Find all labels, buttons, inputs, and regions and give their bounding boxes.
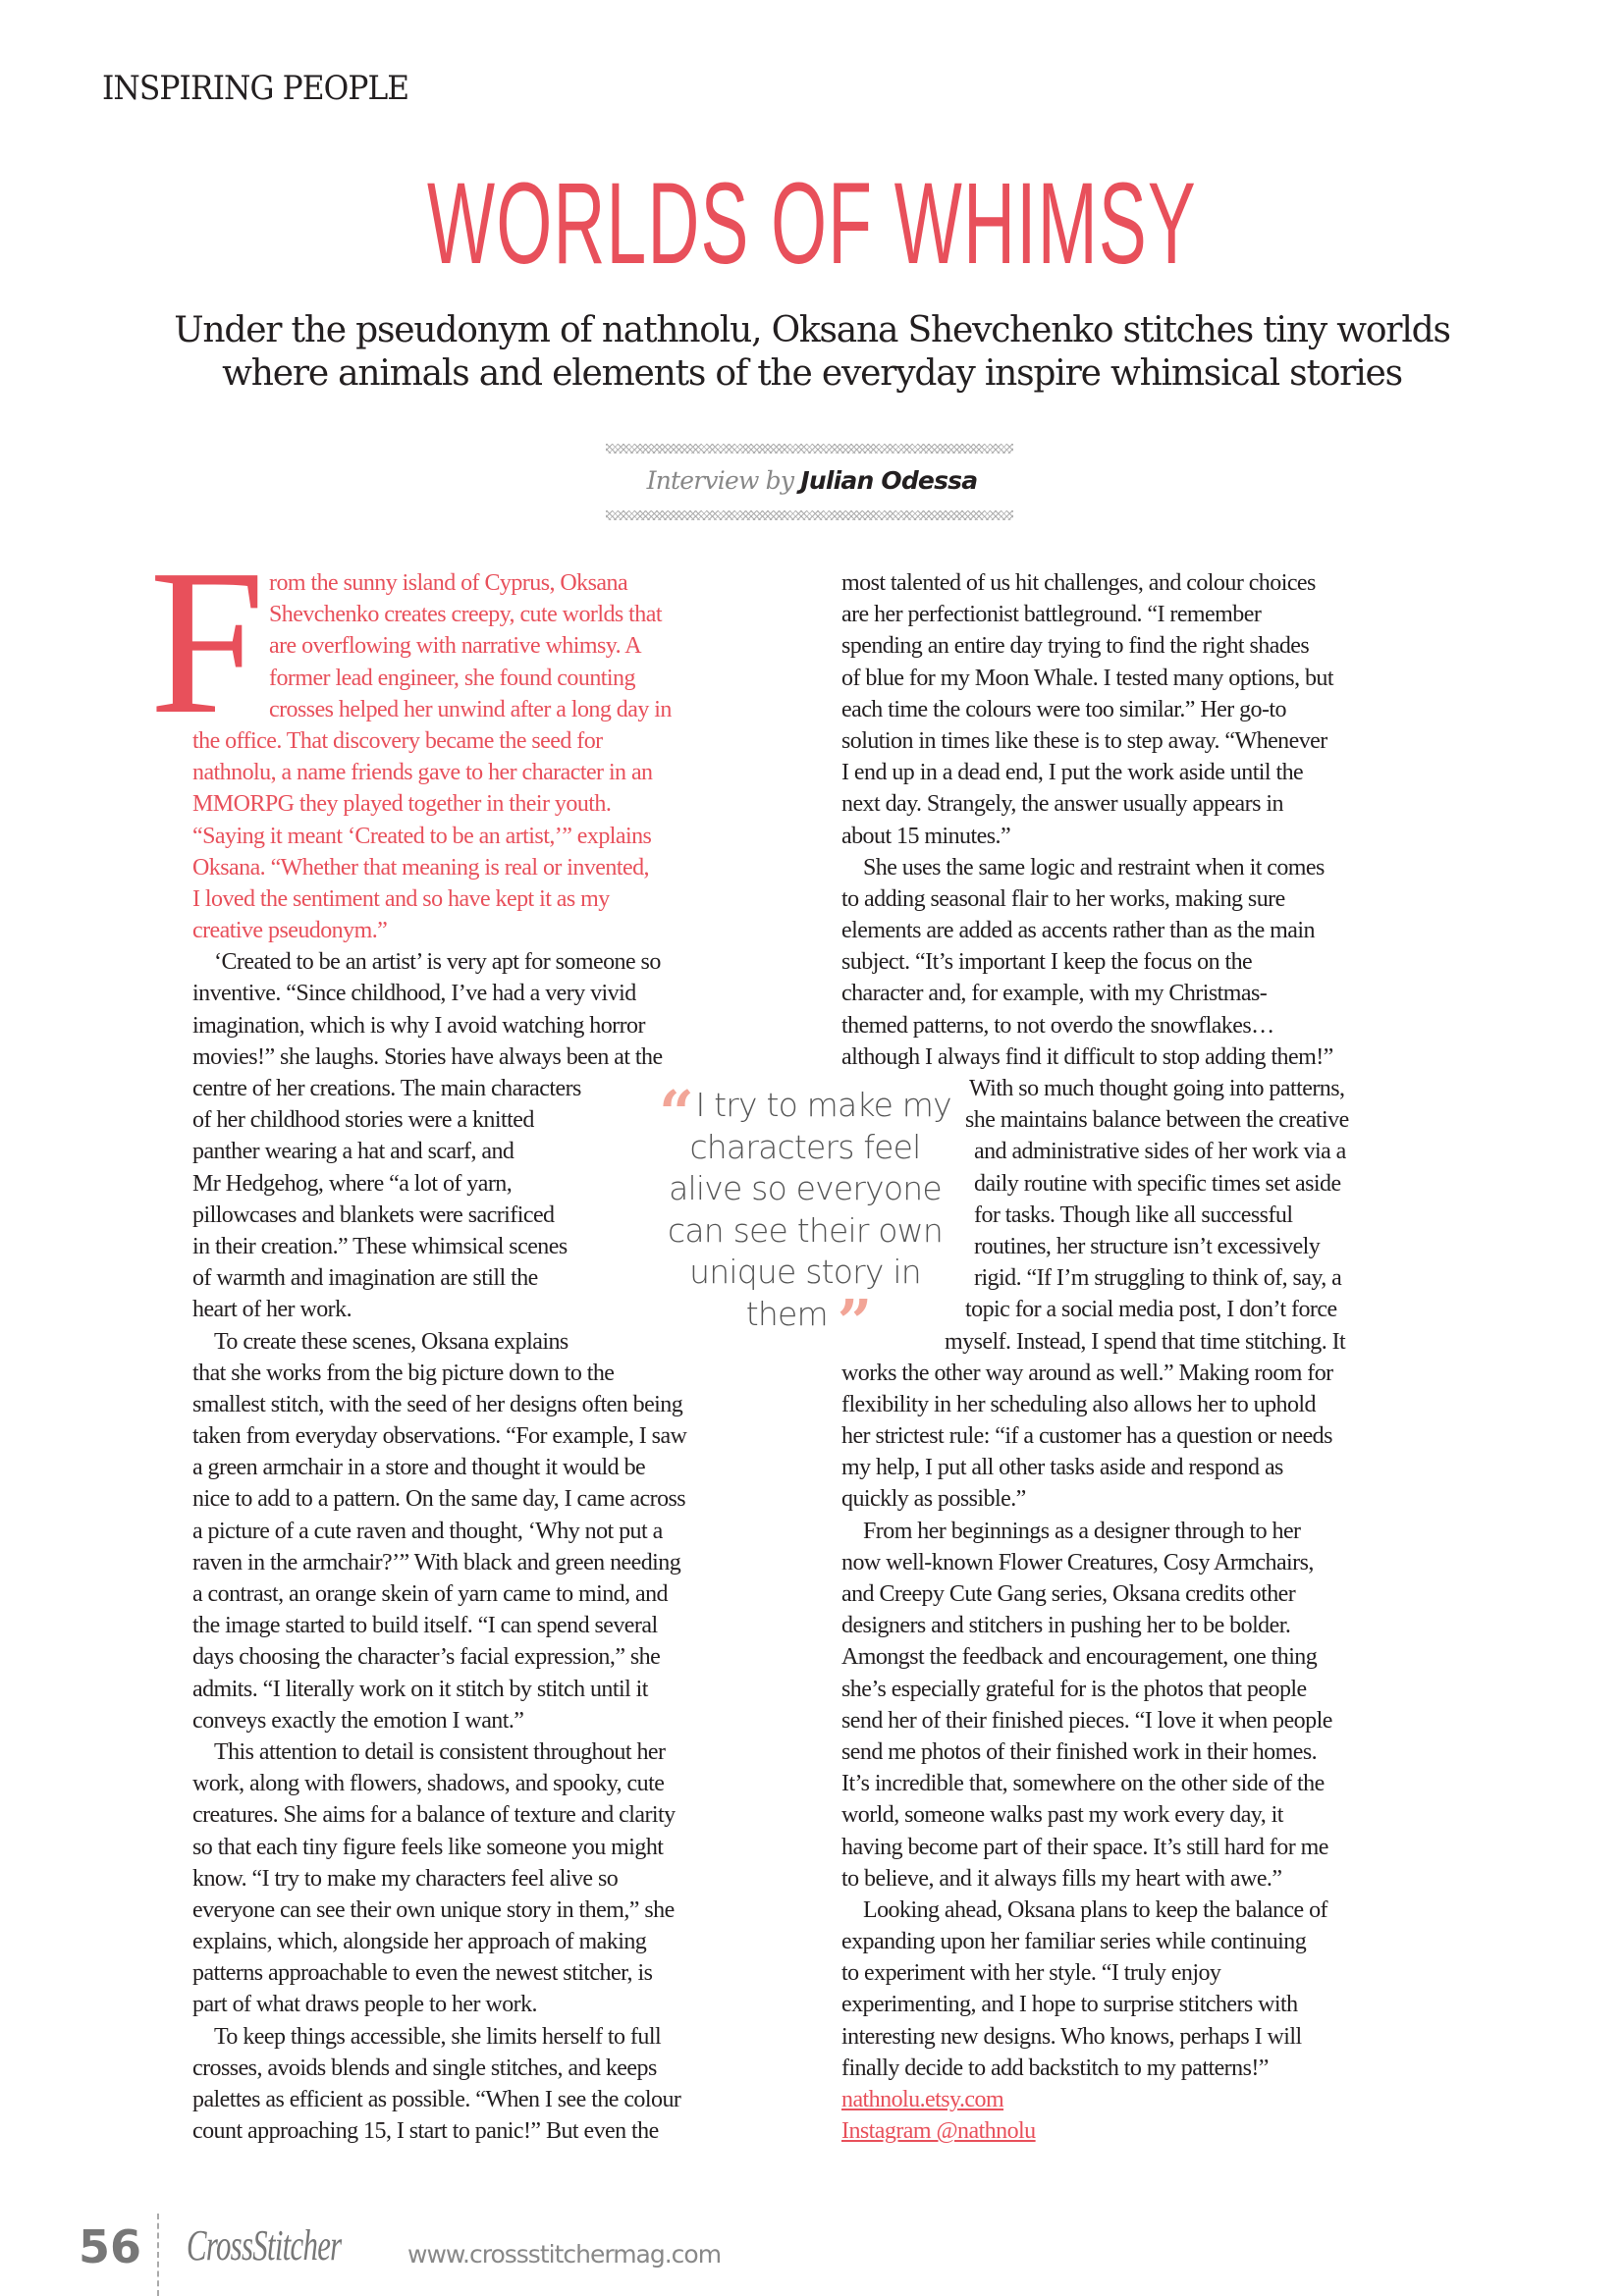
pull-quote-text: I try to make my characters feel alive so everyone can see their own unique story in them <box>668 1086 951 1333</box>
article-line: are her perfectionist battleground. “I remember <box>841 602 1262 628</box>
article-line: pillowcases and blankets were sacrificed <box>192 1201 555 1228</box>
article-title: WORLDS OF WHIMSY <box>427 159 1197 289</box>
article-line: a contrast, an orange skein of yarn came to mind, and <box>192 1581 669 1607</box>
article-line: It’s incredible that, somewhere on the other side of the <box>841 1771 1325 1797</box>
article-line: finally decide to add backstitch to my patterns!” <box>841 2055 1269 2081</box>
close-quote-icon: ” <box>837 1285 865 1358</box>
article-line: conveys exactly the emotion I want.” <box>192 1707 524 1734</box>
article-line: themed patterns, to not overdo the snowflakes… <box>841 1012 1274 1039</box>
stitch-divider-bottom <box>606 510 1013 520</box>
article-line: to believe, and it always fills my heart with awe.” <box>841 1865 1282 1892</box>
standfirst-line: Under the pseudonym of nathnolu, Oksana Shevchenko stitches tiny worlds <box>174 310 1450 350</box>
article-line: Mr Hedgehog, where “a lot of yarn, <box>192 1170 513 1197</box>
article-standfirst <box>0 309 1624 396</box>
article-line: creatures. She aims for a balance of texture and clarity <box>192 1802 676 1829</box>
open-quote-icon: “ <box>659 1077 686 1148</box>
article-line: that she works from the big picture down to the <box>192 1360 615 1386</box>
article-line: flexibility in her scheduling also allows her to uphold <box>841 1391 1316 1417</box>
article-column-right <box>841 567 1450 2147</box>
article-line: patterns approachable to even the newest stitcher, is <box>192 1960 653 1987</box>
article-line: explains, which, alongside her approach of making <box>192 1929 647 1955</box>
article-line: everyone can see their own unique story in them,” she <box>192 1896 675 1923</box>
article-line: to experiment with her style. “I truly enjoy <box>841 1960 1221 1987</box>
article-line: imagination, which is why I avoid watching horror <box>192 1012 645 1039</box>
article-line: send her of their finished pieces. “I love it when people <box>841 1707 1332 1734</box>
article-line: nice to add to a pattern. On the same day, I came across <box>192 1486 686 1513</box>
article-line: now well-known Flower Creatures, Cosy Armchairs, <box>841 1549 1314 1575</box>
article-line: daily routine with specific times set aside <box>974 1170 1341 1197</box>
article-line: and administrative sides of her work via a <box>974 1139 1346 1165</box>
article-line: interesting new designs. Who knows, perhaps I will <box>841 2023 1302 2050</box>
article-line: works the other way around as well.” Making room for <box>841 1360 1333 1386</box>
article-line: for tasks. Though like all successful <box>974 1201 1293 1228</box>
magazine-logo: CrossStitcher <box>187 2221 342 2269</box>
drop-cap: F <box>149 526 265 757</box>
article-line: panther wearing a hat and scarf, and <box>192 1139 514 1165</box>
article-line: movies!” she laughs. Stories have always been at the <box>192 1043 663 1070</box>
article-line: send me photos of their finished work in their homes. <box>841 1738 1318 1765</box>
article-line: routines, her structure isn’t excessively <box>974 1233 1321 1259</box>
article-line: centre of her creations. The main characters <box>192 1076 581 1101</box>
article-line: her strictest rule: “if a customer has a question or needs <box>841 1423 1332 1450</box>
article-line: to adding seasonal flair to her works, making sure <box>841 885 1285 912</box>
article-line: crosses, avoids blends and single stitches, and keeps <box>192 2055 657 2081</box>
link-line <box>841 2115 1450 2147</box>
article-line: experimenting, and I hope to surprise stitchers with <box>841 1992 1298 2018</box>
article-line: most talented of us hit challenges, and colour choices <box>841 570 1316 596</box>
article-line: days choosing the character’s facial expression,” she <box>192 1644 661 1671</box>
article-line: rom the sunny island of Cyprus, Oksana <box>269 570 628 596</box>
article-line: she’s especially grateful for is the photos that people <box>841 1676 1307 1702</box>
pull-quote <box>658 1077 952 1358</box>
article-line: character and, for example, with my Christmas- <box>841 981 1268 1007</box>
article-line: in their creation.” These whimsical scenes <box>192 1233 568 1259</box>
article-line: I end up in a dead end, I put the work aside until the <box>841 760 1304 786</box>
article-line: know. “I try to make my characters feel alive so <box>192 1865 619 1892</box>
article-line: Amongst the feedback and encouragement, one thing <box>841 1644 1318 1671</box>
article-line: inventive. “Since childhood, I’ve had a very vivid <box>192 981 636 1007</box>
article-line: taken from everyday observations. “For example, I saw <box>192 1423 687 1450</box>
article-line: work, along with flowers, shadows, and spooky, cute <box>192 1771 665 1797</box>
article-line: crosses helped her unwind after a long day in <box>269 696 672 722</box>
article-line: creative pseudonym.” <box>192 918 388 944</box>
article-line: of warmth and imagination are still the <box>192 1265 538 1292</box>
standfirst-line: where animals and elements of the everyday inspire whimsical stories <box>222 353 1402 394</box>
stitch-divider-top <box>606 444 1013 454</box>
article-line: my help, I put all other tasks aside and respond as <box>841 1455 1283 1481</box>
article-line: and Creepy Cute Gang series, Oksana credits other <box>841 1581 1296 1607</box>
article-line: This attention to detail is consistent throughout her <box>214 1738 666 1765</box>
article-line: are overflowing with narrative whimsy. A <box>269 633 642 660</box>
article-line: expanding upon her familiar series while continuing <box>841 1929 1307 1955</box>
byline-author: Julian Odessa <box>800 466 978 495</box>
etsy-link[interactable]: nathnolu.etsy.com <box>841 2087 1004 2112</box>
article-line: of her childhood stories were a knitted <box>192 1107 534 1134</box>
article-line: ‘Created to be an artist’ is very apt for someone so <box>214 949 661 976</box>
article-line: of blue for my Moon Whale. I tested many options, but <box>841 665 1333 691</box>
article-line: spending an entire day trying to find the right shades <box>841 633 1310 660</box>
magazine-url: www.crossstitchermag.com <box>407 2240 722 2269</box>
article-line: To create these scenes, Oksana explains <box>214 1328 568 1355</box>
article-line: former lead engineer, she found counting <box>269 665 635 691</box>
byline <box>0 466 1624 495</box>
byline-prefix: Interview by <box>646 466 794 495</box>
footer-divider <box>157 2214 159 2296</box>
article-line: subject. “It’s important I keep the focus on the <box>841 949 1253 976</box>
article-line: Oksana. “Whether that meaning is real or invented, <box>192 854 649 881</box>
article-line: raven in the armchair?’” With black and green needing <box>192 1549 681 1575</box>
article-line: Looking ahead, Oksana plans to keep the balance of <box>863 1896 1327 1923</box>
article-line: quickly as possible.” <box>841 1486 1026 1513</box>
article-line: she maintains balance between the creative <box>965 1107 1349 1134</box>
article-line: To keep things accessible, she limits herself to full <box>214 2023 662 2050</box>
article-line: nathnolu, a name friends gave to her character in an <box>192 760 653 786</box>
page-number: 56 <box>79 2220 142 2273</box>
article-line: With so much thought going into patterns, <box>969 1076 1345 1101</box>
article-line: so that each tiny figure feels like someone you might <box>192 1834 664 1860</box>
article-line: count approaching 15, I start to panic!” But even the <box>192 2118 659 2145</box>
article-line: I loved the sentiment and so have kept it as my <box>192 885 610 912</box>
link-line <box>841 2084 1450 2115</box>
article-line: the image started to build itself. “I can spend several <box>192 1613 658 1639</box>
article-line: myself. Instead, I spend that time stitching. It <box>945 1328 1346 1355</box>
article-line: about 15 minutes.” <box>841 823 1011 849</box>
article-line: From her beginnings as a designer through to her <box>863 1518 1301 1544</box>
article-line: having become part of their space. It’s still hard for me <box>841 1834 1328 1860</box>
article-line: palettes as efficient as possible. “When I see the colour <box>192 2087 681 2112</box>
article-line: a picture of a cute raven and thought, ‘Why not put a <box>192 1518 663 1544</box>
article-line: part of what draws people to her work. <box>192 1992 537 2018</box>
article-column-left <box>192 567 801 2147</box>
article-line: smallest stitch, with the seed of her designs often being <box>192 1391 683 1417</box>
article-line: designers and stitchers in pushing her to be bolder. <box>841 1613 1291 1639</box>
article-line: MMORPG they played together in their youth. <box>192 791 612 818</box>
article-line: Shevchenko creates creepy, cute worlds that <box>269 602 662 628</box>
article-line: each time the colours were too similar.” Her go-to <box>841 696 1287 722</box>
article-line: next day. Strangely, the answer usually appears in <box>841 791 1283 818</box>
article-line: elements are added as accents rather than as the main <box>841 918 1315 944</box>
article-line: although I always find it difficult to stop adding them!” <box>841 1043 1333 1070</box>
article-line: heart of her work. <box>192 1297 352 1323</box>
article-line: admits. “I literally work on it stitch by stitch until it <box>192 1676 648 1702</box>
article-line: topic for a social media post, I don’t force <box>965 1297 1337 1323</box>
article-line: world, someone walks past my work every day, it <box>841 1802 1283 1829</box>
section-label: INSPIRING PEOPLE <box>102 69 409 108</box>
article-line: She uses the same logic and restraint when it comes <box>863 854 1325 881</box>
article-line: solution in times like these is to step away. “Whenever <box>841 727 1327 754</box>
article-line: a green armchair in a store and thought it would be <box>192 1455 646 1481</box>
instagram-link[interactable]: Instagram @nathnolu <box>841 2118 1036 2145</box>
article-line: rigid. “If I’m struggling to think of, say, a <box>974 1265 1342 1292</box>
article-line: the office. That discovery became the seed for <box>192 727 603 754</box>
article-line: “Saying it meant ‘Created to be an artist,’” explains <box>192 823 652 849</box>
